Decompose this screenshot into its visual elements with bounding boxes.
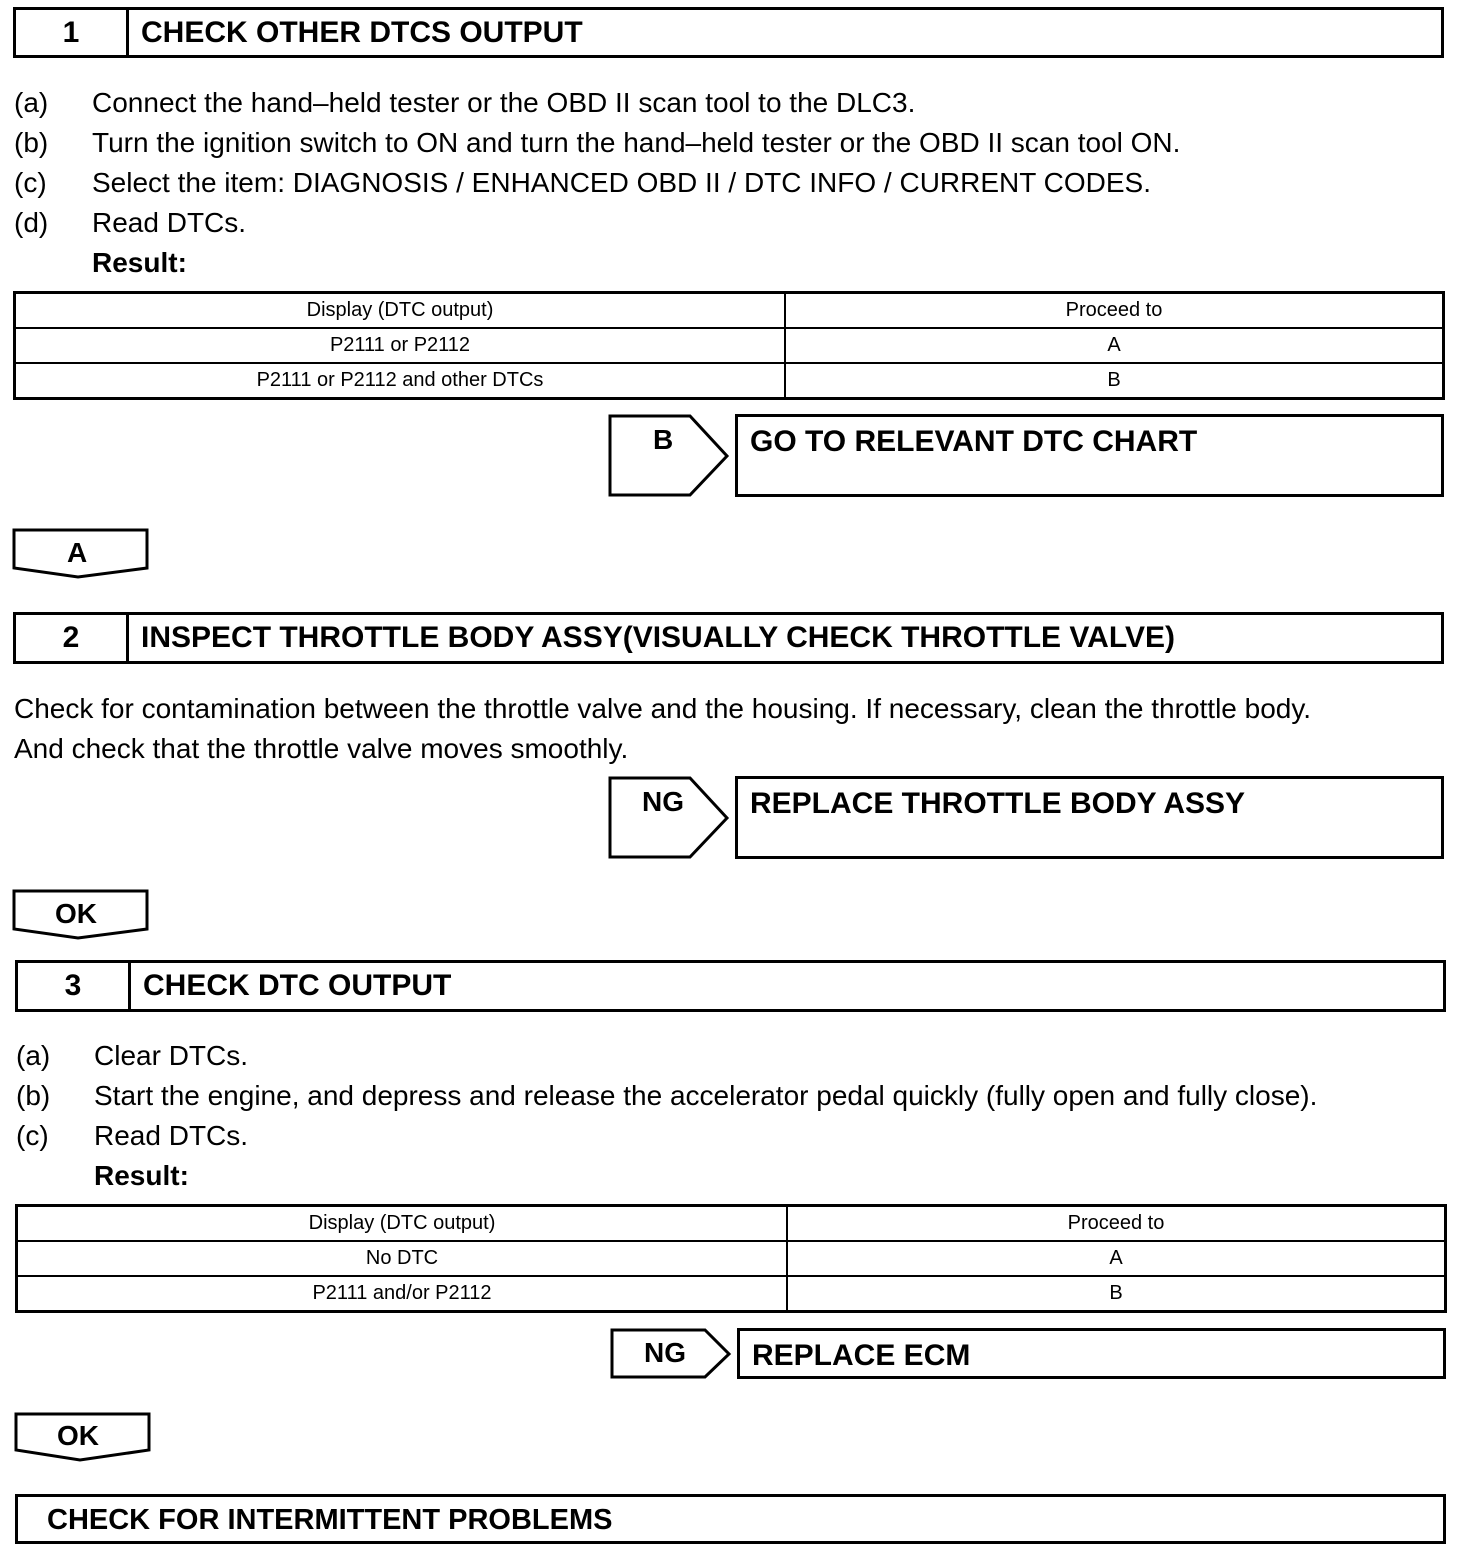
instruction-line: Check for contamination between the throttle valve and the housing. If necessary, clean the throttle body. — [14, 693, 1312, 724]
result-table-3 — [15, 1204, 1447, 1313]
table-cell: P2111 and/or P2112 — [17, 1276, 788, 1312]
section-number: 2 — [16, 615, 129, 661]
step-label: (c) — [14, 167, 47, 198]
section-1-header — [13, 7, 1444, 58]
branch-arrow-b — [608, 414, 730, 498]
continue-label: OK — [57, 1420, 99, 1451]
table-header: Display (DTC output) — [17, 1206, 788, 1242]
section-title: CHECK OTHER DTCS OUTPUT — [141, 15, 583, 49]
final-action-box: CHECK FOR INTERMITTENT PROBLEMS — [15, 1494, 1446, 1544]
branch-arrow-ng — [610, 1328, 732, 1380]
section-title: CHECK DTC OUTPUT — [143, 969, 452, 1002]
continue-arrow-ok — [14, 1412, 152, 1464]
table-cell: P2111 or P2112 — [15, 328, 786, 363]
section-3-header — [15, 960, 1446, 1012]
section-2-header — [13, 612, 1444, 664]
step-text: Select the item: DIAGNOSIS / ENHANCED OBD II / DTC INFO / CURRENT CODES. — [92, 167, 1151, 198]
table-cell: B — [787, 1276, 1446, 1312]
branch-label: NG — [644, 1337, 686, 1368]
result-table-1 — [13, 291, 1445, 400]
step-label: (a) — [14, 87, 49, 118]
branch-action-box: REPLACE ECM — [737, 1328, 1446, 1379]
branch-action-box: GO TO RELEVANT DTC CHART — [735, 414, 1444, 497]
table-cell: No DTC — [17, 1241, 788, 1276]
table-header-row — [17, 1206, 1446, 1242]
table-row — [17, 1241, 1446, 1276]
step-text: Clear DTCs. — [94, 1040, 249, 1071]
table-row — [15, 328, 1444, 363]
table-cell: A — [787, 1241, 1446, 1276]
table-row — [15, 363, 1444, 399]
continue-arrow-a — [12, 528, 150, 580]
branch-label: NG — [642, 786, 684, 817]
table-cell: A — [785, 328, 1444, 363]
step-label: (d) — [14, 207, 49, 238]
table-header: Proceed to — [787, 1206, 1446, 1242]
branch-arrow-ng — [608, 776, 730, 860]
section-number: 3 — [18, 963, 131, 1009]
table-cell: P2111 or P2112 and other DTCs — [15, 363, 786, 399]
section-title: INSPECT THROTTLE BODY ASSY(VISUALLY CHECK THROTTLE VALVE) — [141, 621, 1175, 654]
result-label: Result: — [92, 247, 187, 278]
table-header: Proceed to — [785, 293, 1444, 329]
table-row — [17, 1276, 1446, 1312]
step-label: (c) — [16, 1120, 49, 1151]
step-label: (b) — [16, 1080, 51, 1111]
table-cell: B — [785, 363, 1444, 399]
continue-label: OK — [55, 898, 97, 929]
instruction-line: And check that the throttle valve moves smoothly. — [14, 733, 629, 764]
continue-label: A — [67, 537, 88, 568]
step-text: Connect the hand–held tester or the OBD II scan tool to the DLC3. — [92, 87, 916, 118]
step-text: Turn the ignition switch to ON and turn the hand–held tester or the OBD II scan tool ON. — [92, 127, 1181, 158]
step-label: (a) — [16, 1040, 51, 1071]
step-text: Read DTCs. — [94, 1120, 249, 1151]
continue-arrow-ok — [12, 889, 150, 941]
table-header: Display (DTC output) — [15, 293, 786, 329]
result-label: Result: — [94, 1160, 189, 1191]
branch-label: B — [653, 424, 674, 455]
step-text: Read DTCs. — [92, 207, 247, 238]
step-text: Start the engine, and depress and release the accelerator pedal quickly (fully open and fully close). — [94, 1080, 1318, 1111]
table-header-row — [15, 293, 1444, 329]
step-label: (b) — [14, 127, 49, 158]
section-number: 1 — [16, 10, 129, 55]
branch-action-box: REPLACE THROTTLE BODY ASSY — [735, 776, 1444, 859]
